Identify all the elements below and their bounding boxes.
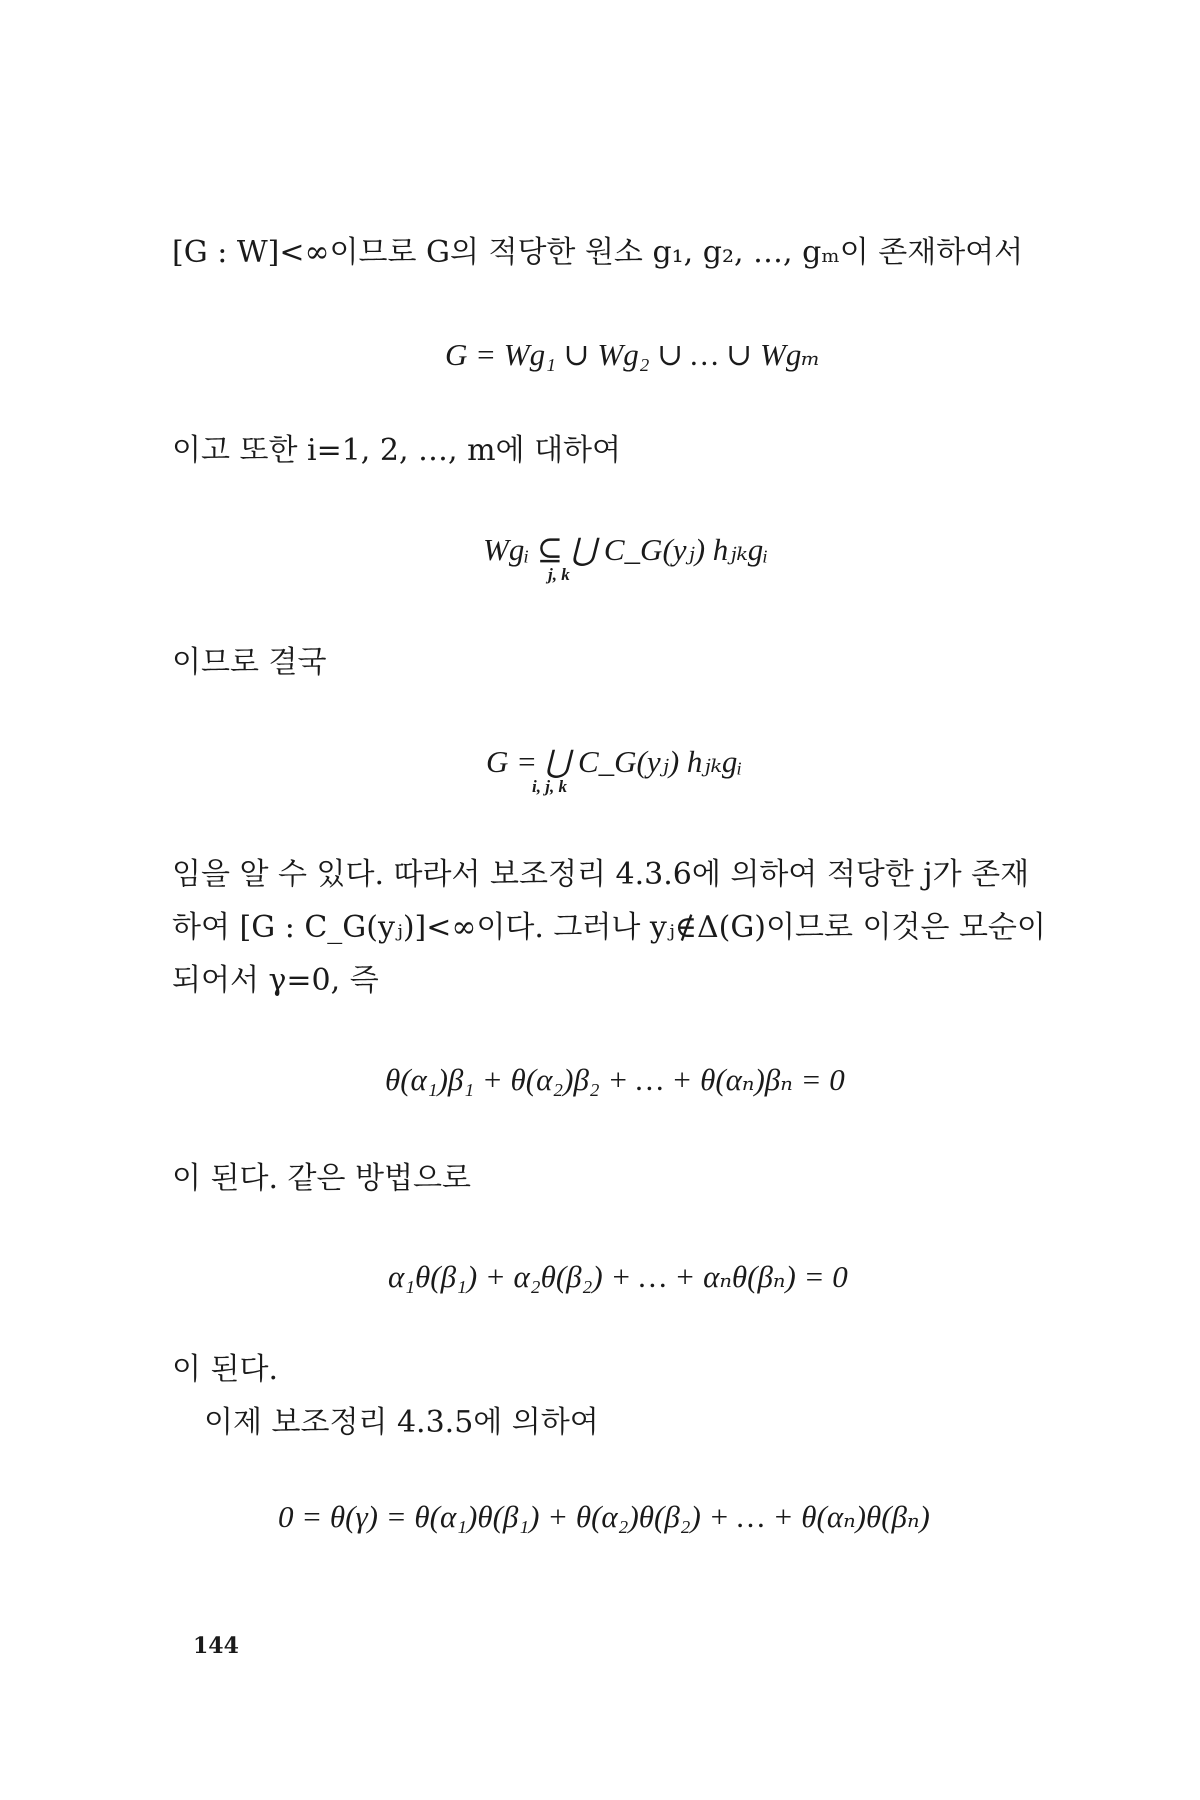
paragraph-1: [G : W]<∞이므로 G의 적당한 원소 g₁, g₂, …, gₘ이 존재하여서 bbox=[172, 235, 1024, 270]
paragraph-6: 이 된다. bbox=[172, 1352, 279, 1387]
paragraph-5: 이 된다. 같은 방법으로 bbox=[172, 1161, 471, 1196]
paragraph-7: 이제 보조정리 4.3.5에 의하여 bbox=[204, 1405, 599, 1440]
paragraph-2: 이고 또한 i=1, 2, …, m에 대하여 bbox=[172, 433, 622, 468]
equation-1: G = Wg₁ ∪ Wg₂ ∪ … ∪ Wgₘ bbox=[445, 337, 821, 372]
paragraph-4-line-1: 임을 알 수 있다. 따라서 보조정리 4.3.6에 의하여 적당한 j가 존재 bbox=[172, 857, 1030, 892]
equation-2-union-index: j, k bbox=[548, 565, 570, 584]
paragraph-4-line-3: 되어서 γ=0, 즉 bbox=[172, 963, 379, 998]
equation-3-union-index: i, j, k bbox=[532, 777, 567, 796]
equation-2: Wgᵢ ⊆ ⋃ C_G(yⱼ) hⱼₖgᵢ bbox=[483, 532, 769, 567]
page-number: 144 bbox=[193, 1633, 239, 1659]
equation-3: G = ⋃ C_G(yⱼ) hⱼₖgᵢ bbox=[486, 744, 743, 779]
equation-6: 0 = θ(γ) = θ(α₁)θ(β₁) + θ(α₂)θ(β₂) + … + θ(αₙ)θ(βₙ) bbox=[278, 1499, 930, 1534]
equation-5: α₁θ(β₁) + α₂θ(β₂) + … + αₙθ(βₙ) = 0 bbox=[388, 1259, 848, 1294]
paragraph-4-line-2: 하여 [G : C_G(yⱼ)]<∞이다. 그러나 yⱼ∉Δ(G)이므로 이것은 모순이 bbox=[172, 910, 1046, 945]
paragraph-3: 이므로 결국 bbox=[172, 645, 327, 680]
equation-4: θ(α₁)β₁ + θ(α₂)β₂ + … + θ(αₙ)βₙ = 0 bbox=[385, 1062, 845, 1097]
